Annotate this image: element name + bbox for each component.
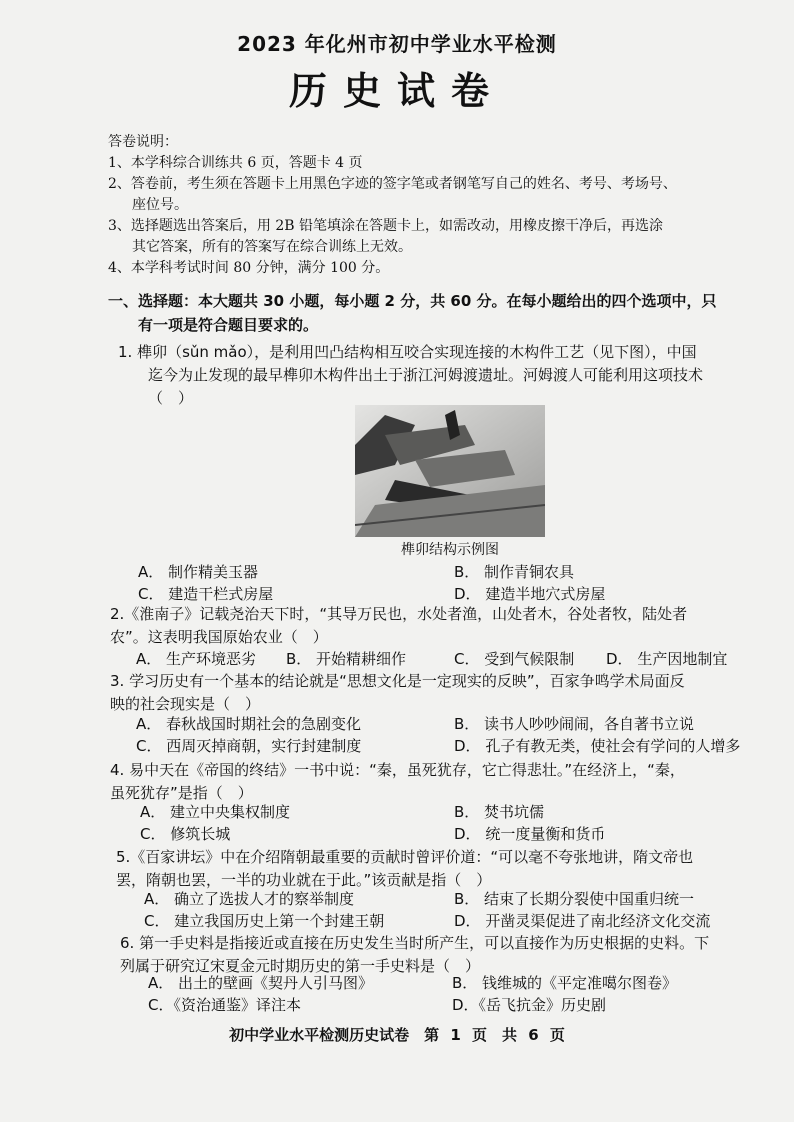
exam-subtitle: 2023 年化州市初中学业水平检测 — [237, 32, 557, 56]
option-d[interactable]: D． 生产因地制宜 — [606, 650, 728, 668]
option-b[interactable]: B． 读书人吵吵闹闹，各自著书立说 — [454, 715, 695, 733]
question-6-options — [148, 972, 778, 1016]
question-text: 列属于研究辽宋夏金元时期历史的第一手史料是（ ） — [120, 957, 481, 975]
question-text: 4. 易中天在《帝国的终结》一书中说：“秦，虽死犹存，它亡得悲壮。”在经济上，“秦， — [110, 761, 685, 779]
question-text: （ ） — [148, 389, 194, 407]
question-3 — [110, 670, 790, 716]
instruction-item: 4、本学科考试时间 80 分钟，满分 100 分。 — [108, 260, 390, 276]
option-d[interactable]: D．《岳飞抗金》历史剧 — [452, 996, 607, 1014]
option-c[interactable]: C．《资治通鉴》译注本 — [148, 996, 301, 1014]
option-d[interactable]: D． 开凿灵渠促进了南北经济文化交流 — [454, 912, 711, 930]
option-c[interactable]: C． 建立我国历史上第一个封建王朝 — [144, 912, 385, 930]
option-d[interactable]: D． 建造半地穴式房屋 — [454, 585, 606, 603]
option-d[interactable]: D． 孔子有教无类，使社会有学问的人增多 — [454, 737, 741, 755]
question-5 — [116, 846, 786, 892]
option-c[interactable]: C． 建造干栏式房屋 — [138, 585, 274, 603]
option-d[interactable]: D． 统一度量衡和货币 — [454, 825, 606, 843]
instruction-item: 2、答卷前，考生须在答题卡上用黑色字迹的签字笔或者钢笔写自己的姓名、考号、考场号、 — [108, 176, 677, 192]
option-b[interactable]: B． 焚书坑儒 — [454, 803, 545, 821]
instruction-item: 座位号。 — [132, 197, 188, 213]
option-b[interactable]: B． 制作青铜农具 — [454, 563, 575, 581]
mortise-tenon-figure — [355, 405, 545, 537]
option-b[interactable]: B． 结束了长期分裂使中国重归统一 — [454, 890, 695, 908]
mortise-tenon-image — [355, 405, 545, 537]
option-c[interactable]: C． 修筑长城 — [140, 825, 231, 843]
question-text: 6. 第一手史料是指接近或直接在历史发生当时所产生，可以直接作为历史根据的史料。下 — [120, 934, 710, 952]
figure-caption: 榫卯结构示例图 — [401, 542, 499, 558]
question-text: 5.《百家讲坛》中在介绍隋朝最重要的贡献时曾评价道：“可以毫不夸张地讲，隋文帝也 — [116, 848, 694, 866]
question-text: 罢，隋朝也罢，一半的功业就在于此。”该贡献是指（ ） — [116, 871, 492, 889]
question-text: 迄今为止发现的最早榫卯木构件出土于浙江河姆渡遗址。河姆渡人可能利用这项技术 — [148, 366, 704, 384]
question-text: 1. 榫卯（sǔn mǎo），是利用凹凸结构相互咬合实现连接的木构件工艺（见下图），中国 — [118, 343, 697, 361]
option-c[interactable]: C． 受到气候限制 — [454, 650, 575, 668]
question-1-options — [138, 561, 778, 605]
question-3-options — [136, 713, 786, 757]
section-heading-line: 有一项是符合题目要求的。 — [138, 316, 319, 334]
option-a[interactable]: A． 春秋战国时期社会的急剧变化 — [136, 715, 362, 733]
instructions-block — [108, 132, 768, 279]
section-heading-line: 一、选择题：本大题共 30 小题，每小题 2 分，共 60 分。在每小题给出的四个选项中，只 — [108, 292, 717, 310]
question-2-options — [136, 648, 786, 670]
question-5-options — [144, 888, 784, 932]
option-b[interactable]: B． 开始精耕细作 — [286, 650, 407, 668]
question-text: 2.《淮南子》记载尧治天下时，“其导万民也，水处者渔，山处者木，谷处者牧，陆处者 — [110, 605, 688, 623]
instruction-item: 1、本学科综合训练共 6 页，答题卡 4 页 — [108, 155, 363, 171]
instructions-heading: 答卷说明： — [108, 134, 178, 150]
exam-title: 历史试卷 — [288, 68, 505, 113]
question-2 — [110, 603, 790, 649]
section-heading — [108, 289, 780, 337]
option-a[interactable]: A． 制作精美玉器 — [138, 563, 259, 581]
question-4 — [110, 759, 790, 805]
option-a[interactable]: A． 出土的壁画《契丹人引马图》 — [148, 974, 374, 992]
instruction-item: 其它答案，所有的答案写在综合训练上无效。 — [132, 239, 412, 255]
question-1 — [118, 341, 778, 410]
question-text: 虽死犹存”是指（ ） — [110, 784, 253, 802]
question-4-options — [140, 801, 780, 845]
option-a[interactable]: A． 建立中央集权制度 — [140, 803, 291, 821]
page-footer: 初中学业水平检测历史试卷 第 1 页 共 6 页 — [229, 1026, 565, 1044]
option-a[interactable]: A． 生产环境恶劣 — [136, 650, 257, 668]
option-b[interactable]: B． 钱维城的《平定准噶尔图卷》 — [452, 974, 678, 992]
question-text: 映的社会现实是（ ） — [110, 695, 261, 713]
question-text: 3. 学习历史有一个基本的结论就是“思想文化是一定现实的反映”，百家争鸣学术局面反 — [110, 672, 685, 690]
instruction-item: 3、选择题选出答案后，用 2B 铅笔填涂在答题卡上，如需改动，用橡皮擦干净后，再选涂 — [108, 218, 664, 234]
option-c[interactable]: C． 西周灭掉商朝，实行封建制度 — [136, 737, 362, 755]
option-a[interactable]: A． 确立了选拔人才的察举制度 — [144, 890, 355, 908]
question-text: 农”。这表明我国原始农业（ ） — [110, 628, 328, 646]
